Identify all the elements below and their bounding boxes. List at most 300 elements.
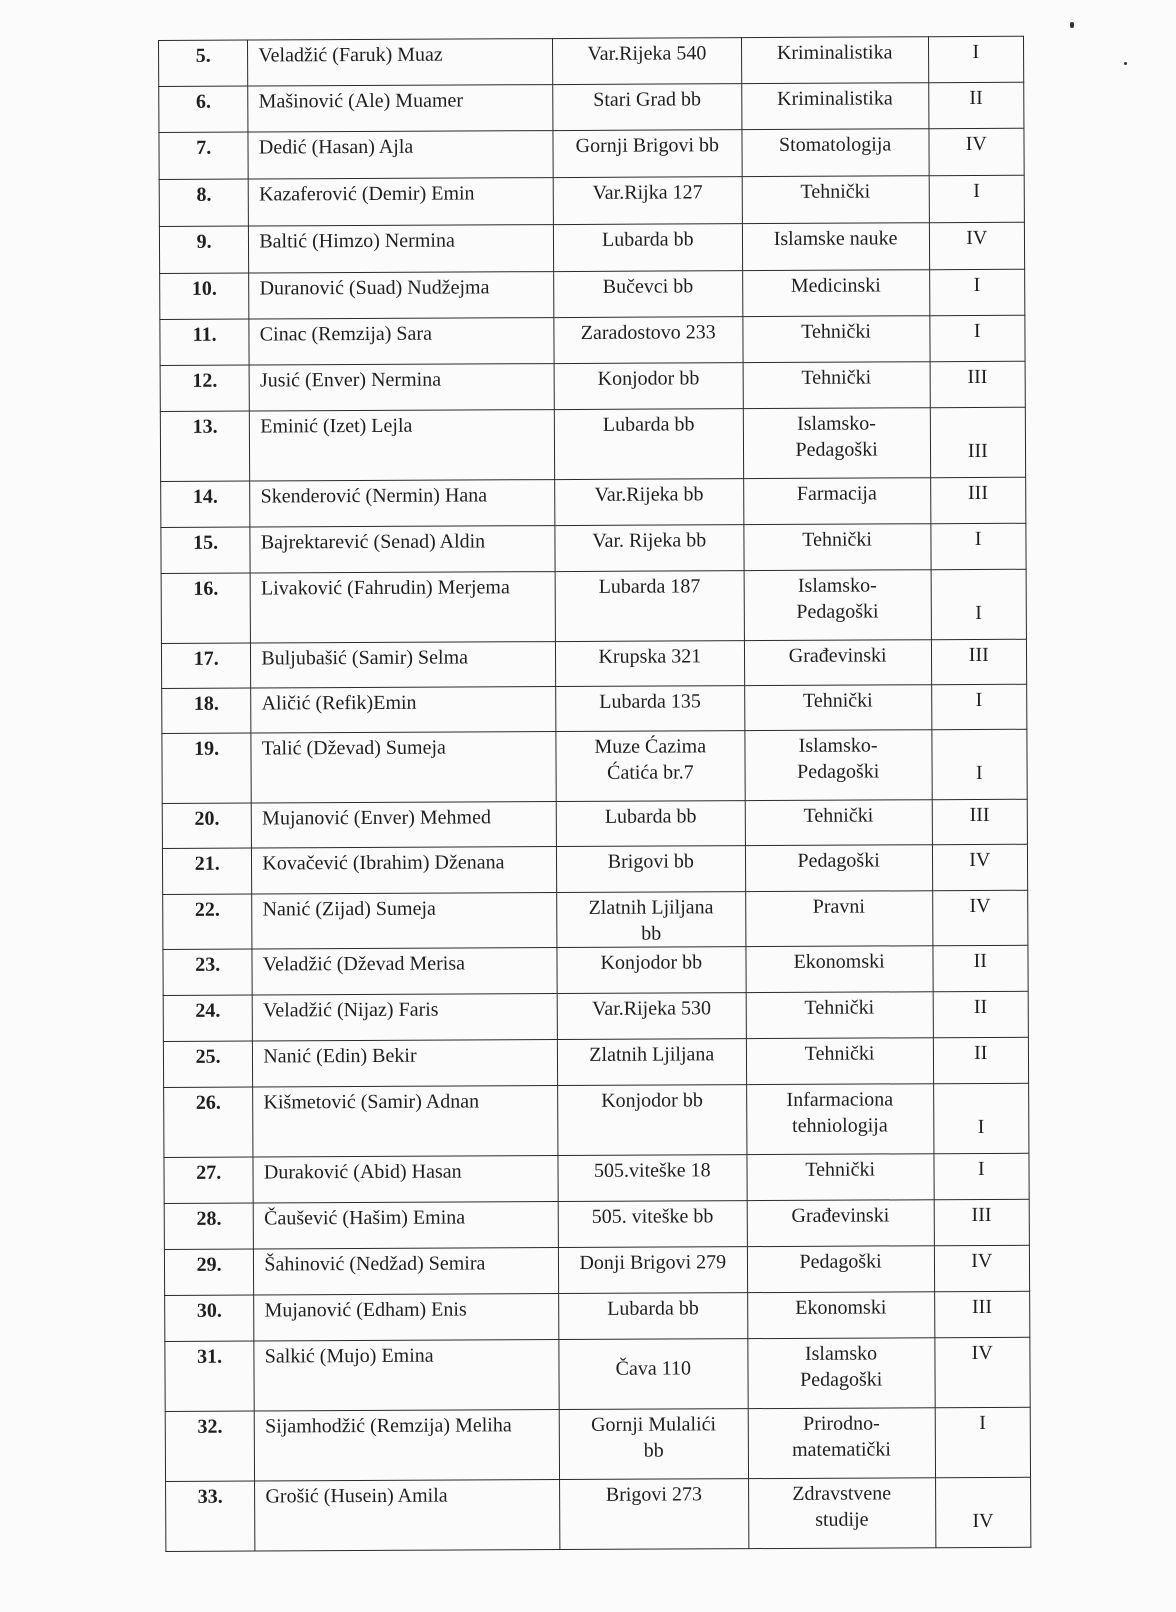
row-number-cell: [161, 527, 251, 573]
student-address: Gornji Brigovi bb: [575, 134, 720, 157]
student-faculty: Tehnički: [801, 366, 872, 389]
study-year: II: [969, 86, 983, 110]
row-number: 10.: [191, 277, 217, 300]
study-year-cell: [931, 729, 1027, 799]
study-year: I: [979, 1411, 986, 1435]
study-year: I: [975, 688, 983, 712]
study-year: IV: [971, 1341, 993, 1365]
row-number-cell: [160, 365, 250, 411]
student-address: Var.Rijka 127: [592, 181, 703, 204]
student-faculty-cell: [746, 992, 933, 1039]
table-row: [165, 1407, 1030, 1481]
study-year-cell: [932, 945, 1028, 991]
student-address: 505.viteške 18: [593, 1159, 711, 1182]
student-name-cell: [252, 847, 557, 894]
student-name-cell: [248, 85, 553, 132]
student-faculty: Tehnički: [805, 1158, 876, 1181]
study-year: I: [974, 527, 982, 551]
student-name-cell: [249, 178, 554, 226]
student-address-cell: [556, 686, 745, 732]
row-number: 13.: [192, 415, 218, 438]
student-faculty: Građevinski: [788, 644, 887, 667]
student-faculty-cell: [748, 1478, 935, 1549]
student-name-cell: [254, 1340, 559, 1411]
student-address: Gornji Mulalići bb: [591, 1413, 717, 1462]
student-faculty-cell: [746, 1038, 933, 1085]
study-year-cell: [929, 269, 1025, 315]
student-address-cell: [556, 801, 745, 847]
row-number: 28.: [196, 1207, 222, 1230]
student-address: Var.Rijeka bb: [594, 483, 704, 506]
student-name-cell: [253, 1086, 558, 1157]
table-row: [162, 729, 1027, 803]
study-year-cell: [930, 523, 1026, 569]
student-address: 505. viteške bb: [591, 1205, 714, 1228]
row-number: 25.: [195, 1045, 221, 1068]
student-faculty: Islamsko- Pedagoški: [795, 412, 878, 461]
student-address-cell: [557, 993, 746, 1040]
student-faculty: Farmacija: [796, 482, 877, 505]
study-year: IV: [969, 894, 991, 918]
study-year-cell: [928, 128, 1024, 175]
student-name-cell: [250, 480, 555, 527]
student-name-cell: [254, 1294, 559, 1341]
study-year: I: [973, 273, 981, 297]
student-name-cell: [255, 1480, 560, 1551]
study-year-cell: [931, 684, 1027, 729]
table-body: [159, 36, 1031, 1551]
table-row: [159, 128, 1024, 179]
study-year: I: [977, 1157, 985, 1181]
study-year: IV: [969, 848, 991, 872]
student-name: Aličić (Refik)Emin: [261, 691, 417, 715]
study-year: II: [973, 995, 988, 1019]
row-number-cell: [161, 643, 251, 688]
study-year-cell: [932, 890, 1028, 945]
study-year-cell: [929, 222, 1025, 269]
row-number: 23.: [195, 953, 221, 976]
student-name-cell: [251, 642, 556, 688]
student-address-cell: [557, 892, 746, 948]
student-name: Kovačević (Ibrahim) Dženana: [262, 851, 505, 875]
student-name-cell: [248, 39, 553, 86]
study-year-cell: [935, 1407, 1031, 1477]
student-address: Konjodor bb: [600, 951, 703, 974]
student-address-cell: [559, 1293, 748, 1340]
table-row: [161, 569, 1026, 643]
student-name: Mujanović (Enver) Mehmed: [262, 806, 492, 830]
student-address: Var.Rijeka 530: [592, 997, 712, 1020]
student-name: Veladžić (Dževad Merisa: [262, 952, 466, 976]
table-row: [159, 36, 1024, 86]
student-address-cell: [558, 1201, 747, 1248]
student-address: Var.Rijeka 540: [587, 42, 707, 65]
study-year-cell: [932, 844, 1028, 890]
study-year: III: [967, 439, 988, 463]
student-address-cell: [555, 571, 744, 642]
row-number-cell: [163, 1041, 253, 1087]
student-name: Jusić (Enver) Nermina: [259, 368, 442, 392]
student-name-cell: [250, 410, 555, 481]
student-address: Čava 110: [615, 1357, 692, 1380]
student-faculty: Ekonomski: [793, 950, 885, 973]
row-number: 30.: [196, 1299, 222, 1322]
student-faculty: Tehnički: [803, 804, 874, 827]
study-year-cell: [929, 315, 1025, 361]
student-address-cell: [558, 1247, 747, 1294]
student-name: Skenderović (Nermin) Hana: [260, 484, 488, 508]
student-name-cell: [251, 687, 556, 733]
table-row: [164, 1153, 1029, 1203]
student-faculty-cell: [742, 270, 929, 317]
student-faculty-cell: [747, 1246, 934, 1293]
table-row: [159, 82, 1024, 132]
student-faculty-cell: [745, 891, 932, 947]
study-year-cell: [928, 82, 1024, 128]
row-number-cell: [159, 179, 249, 226]
student-address: Zlatnih Ljiljana: [589, 1043, 715, 1066]
row-number: 21.: [194, 852, 220, 875]
row-number-cell: [163, 894, 253, 949]
student-name: Livaković (Fahrudin) Merjema: [260, 576, 510, 600]
student-name-cell: [250, 572, 555, 643]
student-address-cell: [553, 224, 742, 272]
row-number-cell: [165, 1295, 255, 1341]
row-number: 20.: [194, 807, 220, 830]
student-faculty: Tehnički: [802, 528, 872, 551]
student-name-cell: [250, 526, 555, 573]
study-year: I: [975, 601, 982, 625]
study-year-cell: [933, 1037, 1029, 1083]
student-faculty-cell: [745, 730, 932, 801]
study-year: I: [972, 40, 980, 64]
study-year-cell: [930, 407, 1026, 477]
row-number-cell: [164, 1157, 254, 1203]
table-row: [162, 799, 1027, 848]
student-faculty-cell: [748, 1338, 935, 1409]
student-name: Veladžić (Nijaz) Faris: [263, 998, 439, 1022]
student-address: Donji Brigovi 279: [579, 1251, 727, 1274]
student-address-cell: [557, 1039, 746, 1086]
student-faculty: Infarmaciona tehniologija: [786, 1088, 894, 1137]
student-name: Buljubašić (Samir) Selma: [261, 646, 469, 670]
student-name: Šahinović (Nedžad) Semira: [264, 1252, 486, 1276]
student-faculty-cell: [744, 524, 931, 571]
student-address-cell: [553, 130, 742, 178]
student-address-cell: [555, 525, 744, 572]
student-faculty-cell: [747, 1292, 934, 1339]
student-address: Lubarda bb: [607, 1297, 699, 1320]
row-number-cell: [162, 688, 252, 733]
row-number-cell: [162, 803, 252, 848]
row-number: 14.: [192, 485, 218, 508]
study-year-cell: [934, 1291, 1030, 1337]
student-faculty-cell: [742, 176, 929, 224]
table-row: [162, 844, 1027, 894]
study-year: III: [967, 365, 988, 389]
student-faculty-cell: [741, 83, 928, 130]
student-faculty: Zdravstvene studije: [792, 1482, 892, 1531]
student-address: Bučevci bb: [602, 275, 694, 298]
row-number: 27.: [196, 1161, 222, 1184]
student-faculty-cell: [748, 1408, 935, 1479]
table-row: [163, 945, 1028, 995]
student-name-cell: [252, 802, 557, 848]
student-name-cell: [254, 1202, 559, 1249]
row-number: 32.: [197, 1415, 223, 1438]
student-address: Zaradostovo 233: [580, 321, 716, 344]
table-row: [165, 1337, 1030, 1411]
student-address: Krupska 321: [598, 645, 702, 668]
study-year: III: [967, 481, 989, 505]
student-address-cell: [557, 947, 746, 994]
student-address-cell: [554, 409, 743, 480]
student-faculty: Islamsko Pedagoški: [800, 1342, 883, 1391]
student-faculty: Pedagoški: [799, 1250, 882, 1273]
student-address-cell: [556, 846, 745, 893]
student-faculty-cell: [743, 408, 930, 479]
student-name: Čaušević (Hašim) Emina: [264, 1206, 466, 1230]
row-number-cell: [162, 848, 252, 894]
table-row: [161, 639, 1026, 688]
student-name-cell: [252, 994, 557, 1041]
row-number-cell: [160, 411, 250, 481]
student-address: Lubarda 187: [598, 575, 701, 598]
student-name-cell: [253, 1156, 558, 1203]
student-faculty-cell: [743, 362, 930, 409]
row-number: 6.: [195, 90, 212, 113]
row-number-cell: [159, 40, 249, 86]
student-faculty: Islamsko- Pedagoški: [796, 574, 879, 623]
student-address: Muze Ćazima Ćatića br.7: [594, 735, 707, 784]
student-name: Mašinović (Ale) Muamer: [258, 89, 464, 113]
study-year: IV: [972, 1509, 994, 1533]
row-number-cell: [164, 1249, 254, 1295]
table-row: [164, 1245, 1029, 1295]
study-year-cell: [934, 1245, 1030, 1291]
student-name-cell: [252, 893, 557, 949]
student-faculty: Tehnički: [804, 996, 875, 1019]
row-number-cell: [166, 1481, 256, 1551]
study-year-cell: [933, 1153, 1029, 1199]
study-year: III: [969, 803, 990, 827]
table-row: [163, 890, 1028, 949]
table-row: [161, 523, 1026, 573]
student-address: Lubarda 135: [599, 690, 701, 713]
student-faculty: Pravni: [812, 895, 866, 918]
row-number-cell: [160, 319, 250, 365]
row-number-cell: [163, 995, 253, 1041]
row-number: 5.: [195, 44, 211, 67]
student-name: Salkić (Mujo) Emina: [264, 1344, 434, 1368]
study-year: II: [973, 949, 987, 973]
student-address-cell: [554, 363, 743, 410]
row-number: 12.: [192, 369, 218, 392]
student-name: Cinac (Remzija) Sara: [259, 322, 432, 346]
row-number: 8.: [196, 183, 212, 206]
student-address-cell: [558, 1155, 747, 1202]
study-year-cell: [932, 799, 1028, 844]
row-number: 29.: [196, 1253, 222, 1276]
student-faculty: Islamske nauke: [773, 227, 898, 250]
student-faculty-cell: [744, 685, 931, 731]
student-faculty-cell: [744, 570, 931, 641]
row-number-cell: [161, 481, 251, 527]
study-year: I: [973, 179, 980, 203]
student-faculty: Prirodno- matematički: [792, 1412, 891, 1461]
row-number: 16.: [193, 577, 219, 600]
student-name: Sijamhodžić (Remzija) Meliha: [265, 1414, 512, 1438]
student-faculty-cell: [746, 1084, 933, 1155]
study-year-cell: [933, 1083, 1029, 1153]
student-address-cell: [553, 84, 742, 131]
student-name: Nanić (Zijad) Sumeja: [262, 897, 436, 921]
student-name-cell: [249, 364, 554, 411]
student-faculty-cell: [744, 640, 931, 686]
ink-speck: [1070, 22, 1074, 28]
row-number-cell: [159, 132, 249, 179]
student-address: Var. Rijeka bb: [592, 529, 707, 552]
study-year-cell: [930, 361, 1026, 407]
study-year: III: [971, 1203, 992, 1227]
student-address: Lubarda bb: [602, 413, 695, 436]
row-number: 19.: [194, 737, 220, 760]
student-faculty: Građevinski: [791, 1204, 890, 1227]
table-row: [159, 175, 1024, 226]
student-faculty-cell: [745, 800, 932, 846]
student-name: Eminić (Izet) Lejla: [260, 414, 413, 438]
student-faculty-cell: [741, 37, 928, 84]
table-row: [160, 315, 1025, 365]
row-number-cell: [160, 273, 250, 319]
row-number-cell: [159, 226, 249, 273]
student-table: [158, 36, 1031, 1552]
student-address: Lubarda bb: [601, 228, 694, 251]
student-faculty-cell: [746, 946, 933, 993]
student-faculty: Pedagoški: [797, 849, 880, 872]
table-row: [166, 1477, 1031, 1551]
student-name: Dedić (Hasan) Ajla: [258, 135, 414, 159]
ink-speck: [1124, 62, 1127, 65]
row-number: 9.: [196, 230, 212, 253]
row-number: 17.: [193, 647, 219, 670]
row-number: 26.: [195, 1091, 221, 1114]
study-year: I: [975, 761, 983, 785]
study-year-cell: [929, 175, 1025, 222]
student-address: Brigovi 273: [605, 1483, 703, 1506]
student-faculty-cell: [745, 845, 932, 892]
study-year: III: [968, 643, 989, 667]
study-year: IV: [971, 1249, 993, 1273]
student-name-cell: [253, 1040, 558, 1087]
row-number: 11.: [192, 323, 217, 346]
row-number: 15.: [193, 531, 219, 554]
row-number: 33.: [197, 1485, 223, 1508]
study-year-cell: [935, 1477, 1031, 1547]
row-number: 22.: [194, 898, 220, 921]
student-address-cell: [553, 177, 742, 225]
student-faculty: Tehnički: [804, 1042, 875, 1065]
student-name-cell: [251, 732, 556, 803]
row-number: 18.: [193, 692, 219, 715]
student-name: Duranović (Suad) Nudžejma: [259, 276, 490, 300]
student-faculty: Tehnički: [801, 320, 871, 343]
student-address: Konjodor bb: [601, 1089, 703, 1112]
row-number-cell: [165, 1341, 255, 1411]
student-faculty: Tehnički: [802, 689, 873, 712]
student-faculty-cell: [747, 1154, 934, 1201]
student-address-cell: [556, 731, 745, 802]
study-year: II: [974, 1041, 988, 1065]
student-name-cell: [248, 131, 553, 179]
student-faculty: Islamsko- Pedagoški: [797, 734, 880, 783]
student-name: Kišmetović (Samir) Adnan: [263, 1090, 480, 1114]
study-year-cell: [934, 1199, 1030, 1245]
student-address-cell: [554, 317, 743, 364]
student-faculty: Medicinski: [790, 274, 881, 297]
student-faculty-cell: [747, 1200, 934, 1247]
study-year-cell: [934, 1337, 1030, 1407]
row-number-cell: [159, 86, 249, 132]
student-address-cell: [555, 641, 744, 687]
study-year-cell: [931, 639, 1027, 684]
study-year: I: [977, 1115, 985, 1139]
student-name-cell: [249, 318, 554, 365]
study-year: IV: [965, 132, 987, 156]
student-address-cell: [559, 1339, 748, 1410]
student-address-cell: [559, 1409, 748, 1480]
row-number-cell: [164, 1087, 254, 1157]
study-year: III: [971, 1295, 993, 1319]
table-row: [163, 991, 1028, 1041]
student-name: Talić (Dževad) Sumeja: [261, 736, 446, 760]
study-year-cell: [931, 569, 1027, 639]
row-number-cell: [164, 1203, 254, 1249]
row-number: 31.: [197, 1345, 223, 1368]
study-year-cell: [928, 36, 1024, 82]
student-address: Brigovi bb: [607, 850, 694, 873]
student-name: Veladžić (Faruk) Muaz: [258, 43, 443, 67]
table-row: [160, 269, 1025, 319]
student-faculty: Tehnički: [800, 180, 871, 203]
student-name: Duraković (Abid) Hasan: [263, 1160, 462, 1184]
table-row: [159, 222, 1024, 273]
table-row: [161, 477, 1026, 527]
student-address-cell: [554, 271, 743, 318]
study-year-cell: [930, 477, 1026, 523]
student-name: Bajrektarević (Senad) Aldin: [260, 530, 486, 554]
student-faculty: Kriminalistika: [776, 41, 893, 64]
student-name-cell: [254, 1248, 559, 1295]
student-address-cell: [552, 38, 741, 85]
student-name: Grošić (Husein) Amila: [265, 1484, 448, 1508]
student-name-cell: [252, 948, 557, 995]
row-number: 7.: [196, 136, 212, 159]
student-address: Zlatnih Ljiljana bb: [588, 896, 714, 945]
student-name: Nanić (Edin) Bekir: [263, 1044, 417, 1068]
row-number-cell: [163, 949, 253, 995]
student-name-cell: [249, 225, 554, 273]
student-faculty: Stomatologija: [778, 133, 892, 156]
table-row: [160, 407, 1025, 481]
student-address: Lubarda bb: [604, 805, 697, 828]
study-year: I: [973, 319, 981, 343]
student-name: Kazaferović (Demir) Emin: [259, 182, 475, 206]
row-number-cell: [161, 573, 251, 643]
study-year: IV: [966, 226, 988, 250]
table-row: [164, 1199, 1029, 1249]
student-name-cell: [249, 272, 554, 319]
